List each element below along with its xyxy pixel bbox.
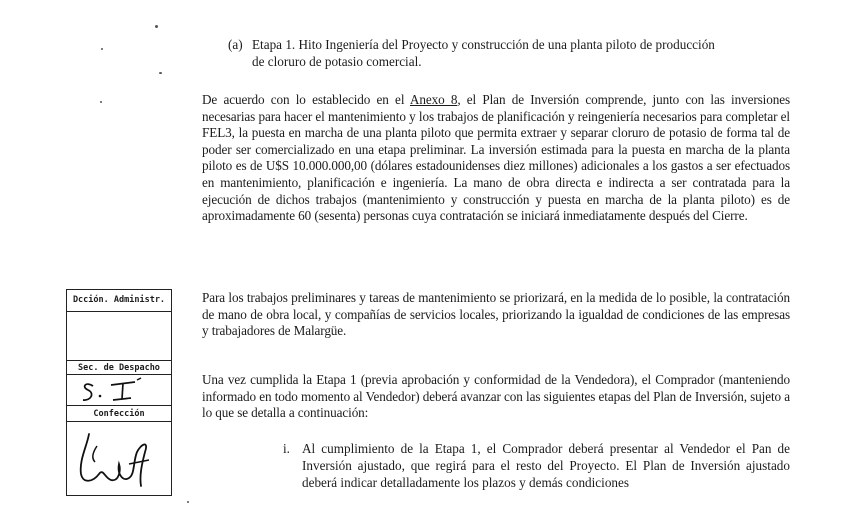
handwritten-signature-drawing: [67, 422, 170, 494]
initials-signature-drawing: [67, 375, 170, 405]
paragraph-plan-inversion: [202, 92, 790, 225]
scan-speck: [100, 101, 102, 103]
item-a-line1: Etapa 1. Hito Ingeniería del Proyecto y construcción de una planta piloto de producción: [252, 37, 715, 52]
item-a-label: (a): [228, 37, 243, 52]
paragraph-etapas-siguientes: Una vez cumplida la Etapa 1 (previa aprobación y conformidad de la Vendedora), el Comprador (manteniendo informado en todo momento al Vendedor) deberá avanzar con las siguientes etapas del Plan de Inversión, sujeto a lo que se detalla a continuación:: [202, 372, 790, 421]
scan-speck: [159, 72, 162, 74]
item-i: [283, 440, 790, 491]
item-a: [228, 36, 788, 70]
para1-text-end: , el Plan de Inversión comprende, junto con las inversiones necesarias para hacer el mantenimiento y los trabajos de planificación y reingeniería necesarios para completar el FEL3, la puesta en marcha de una planta piloto que permita extraer y separar cloruro de potasio de forma tal de poder ser comercializado en una etapa preliminar. La inversión estimada para la puesta en marcha de la planta piloto es de U$S 10.000.000,00 (dólares estadounidenses diez millones) adicionales a los gastos a ser efectuados en mantenimiento, planificación e ingeniería. La mano de obra directa e indirecta a ser contratada para la ejecución de dichos trabajos (mantenimiento y construcción y puesta en marcha de la planta piloto) es de aproximadamente 60 (sesenta) personas cuya contratación se iniciará inmediatamente después del Cierre.: [202, 92, 790, 224]
anexo-8-link: Anexo 8: [409, 92, 458, 107]
stamp-header-confeccion: Confección: [67, 406, 171, 422]
scan-speck: [155, 25, 158, 28]
para1-text-start: De acuerdo con lo establecido en el: [202, 92, 410, 107]
stamp-signature-cell: [67, 422, 171, 495]
stamp-header-administracion: Dcción. Administr.: [67, 290, 171, 312]
item-i-text: Al cumplimiento de la Etapa 1, el Comprador deberá presentar al Vendedor el Pan de Inversión ajustado, que regirá para el resto del Proyecto. El Plan de Inversión ajustado deberá indicar detalladamente los plazos y demás condiciones: [302, 441, 790, 490]
item-i-label: i.: [283, 441, 290, 456]
scan-speck: [187, 501, 189, 503]
stamp-header-despacho: Sec. de Despacho: [67, 361, 171, 375]
stamp-empty-cell: [67, 312, 171, 361]
stamp-initials-signature: [67, 375, 171, 406]
scan-speck: [101, 48, 103, 50]
administrative-stamp: [66, 289, 172, 496]
paragraph-mano-de-obra-local: Para los trabajos preliminares y tareas de mantenimiento se priorizará, en la medida de lo posible, la contratación de mano de obra local, y compañías de servicios locales, priorizando la igualdad de condiciones de las empresas y trabajadores de Malargüe.: [202, 290, 790, 339]
item-a-line2: de cloruro de potasio comercial.: [252, 54, 422, 69]
